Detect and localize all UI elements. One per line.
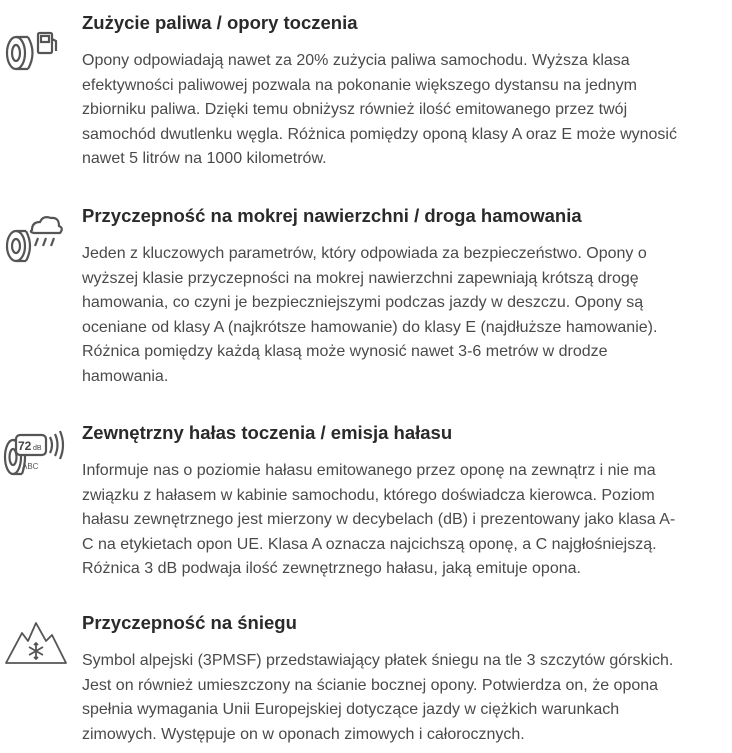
body-line: C na etykietach opon UE. Klasa A oznacza najcichszą oponę, a C najgłośniejszą. (82, 535, 657, 553)
fuel-pump-tire-icon (2, 19, 68, 79)
noise-db-value: 72 (18, 439, 32, 453)
body-line: efektywności paliwowej pozwala na pokonanie większego dystansu na jednym (82, 76, 637, 94)
noise-classes: ABC (22, 462, 39, 471)
rain-cloud-tire-icon (2, 210, 68, 270)
body-line: Różnica 3 dB podwaja ilość zewnętrznego hałasu, jaką emituje opona. (82, 560, 581, 577)
noise-tire-icon (2, 425, 68, 485)
body-line: hamowania. (82, 367, 169, 385)
body-line: Symbol alpejski (3PMSF) przedstawiający płatek śniegu na tle 3 szczytów górskich. (82, 652, 674, 669)
body-line: zbiorniku paliwa. Dzięki temu obniżysz również ilość emitowanego przez twój (82, 101, 628, 118)
section-body (82, 459, 722, 582)
section-body (82, 242, 722, 389)
section-body (82, 649, 722, 747)
body-line: hałasu zewnętrznego jest mierzony w decybelach (dB) i prezentowany jako klasa A- (82, 511, 676, 528)
body-line: Opony odpowiadają nawet za 20% zużycia paliwa samochodu. Wyższa klasa (82, 52, 630, 69)
body-line: samochód dwutlenku węgla. Różnica pomiędzy oponą klasy A oraz E może wynosić (82, 125, 677, 143)
section-title: Przyczepność na śniegu (82, 612, 297, 633)
body-line: zimowych. Występuje on w oponach zimowych i całorocznych. (82, 725, 525, 743)
body-line: hamowania, co czyni je bezpieczniejszymi podczas jazdy w deszczu. Opony są (82, 294, 644, 311)
body-line: związku z hałasem w kabinie samochodu, którego doświadcza kierowca. Poziom (82, 486, 655, 504)
body-line: spełnia wymagania Unii Europejskiej dotyczące jazdy w ciężkich warunkach (82, 701, 620, 718)
body-line: Jeden z kluczowych parametrów, który odpowiada za bezpieczeństwo. Opony o (82, 245, 647, 262)
section-title: Przyczepność na mokrej nawierzchni / droga hamowania (82, 205, 582, 226)
body-line: oceniane od klasy A (najkrótsze hamowanie) do klasy E (najdłuższe hamowanie). (82, 318, 658, 336)
body-line: Informuje nas o poziomie hałasu emitowanego przez oponę na zewnątrz i nie ma (82, 462, 656, 479)
section-title: Zużycie paliwa / opory toczenia (82, 12, 358, 33)
noise-db-unit: dB (33, 445, 42, 452)
body-line: nawet 5 litrów na 1000 kilometrów. (82, 150, 327, 167)
section-body (82, 49, 722, 172)
body-line: wyższej klasie przyczepności na mokrej nawierzchni zapewniają krótszą drogę (82, 269, 639, 287)
body-line: Różnica pomiędzy każdą klasą może wynosić nawet 3-6 metrów w drodze (82, 343, 608, 360)
body-line: Jest on również umieszczony na ścianie bocznej opony. Potwierdza on, że opona (82, 676, 659, 694)
section-title: Zewnętrzny hałas toczenia / emisja hałasu (82, 422, 453, 443)
alpine-snowflake-icon (2, 613, 68, 673)
